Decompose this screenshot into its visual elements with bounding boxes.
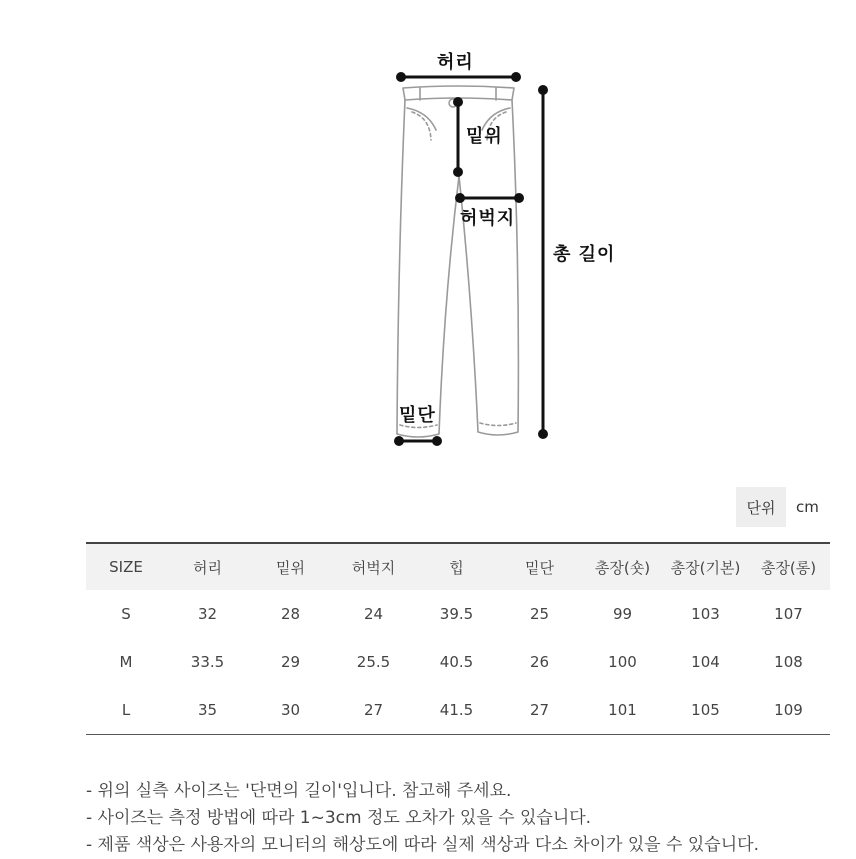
table-cell: 41.5 <box>415 686 498 735</box>
table-cell: 28 <box>280 605 301 623</box>
header-thigh: 허벅지 <box>332 543 415 590</box>
header-hem: 밑단 <box>498 543 581 590</box>
table-cell: 103 <box>691 605 720 623</box>
table-row <box>86 638 830 686</box>
table-cell: 99 <box>612 605 633 623</box>
header-hip: 힙 <box>415 543 498 590</box>
table-cell: 25.5 <box>356 653 391 671</box>
table-cell: 105 <box>664 686 747 735</box>
size-table <box>86 542 830 735</box>
table-cell: M <box>119 653 133 671</box>
table-cell: 26 <box>529 653 550 671</box>
note-line: - 사이즈는 측정 방법에 따라 1~3cm 정도 오차가 있을 수 있습니다. <box>86 808 592 828</box>
rise-label: 밑위 <box>466 126 503 147</box>
table-cell: 27 <box>498 686 581 735</box>
table-header-row <box>86 543 830 590</box>
table-cell: 33.5 <box>190 653 225 671</box>
table-cell: 27 <box>332 686 415 735</box>
table-cell: 109 <box>747 686 830 735</box>
table-cell: 100 <box>608 653 637 671</box>
table-cell: 104 <box>691 653 720 671</box>
header-rise: 밑위 <box>249 543 332 590</box>
table-row <box>86 686 830 735</box>
table-cell: 35 <box>166 686 249 735</box>
table-cell: 107 <box>774 605 803 623</box>
table-cell: 24 <box>363 605 384 623</box>
header-size: SIZE <box>86 543 166 590</box>
waist-label: 허리 <box>437 52 474 73</box>
header-length-long: 총장(롱) <box>747 543 830 590</box>
notes <box>86 778 759 859</box>
table-cell: 39.5 <box>439 605 474 623</box>
table-cell: 32 <box>197 605 218 623</box>
table-cell: 108 <box>774 653 803 671</box>
table-cell: S <box>121 605 131 623</box>
table-cell: 25 <box>529 605 550 623</box>
table-cell: L <box>86 686 166 735</box>
table-row <box>86 590 830 638</box>
header-length-regular: 총장(기본) <box>664 543 747 590</box>
table-cell: 101 <box>581 686 664 735</box>
thigh-label: 허벅지 <box>460 208 516 229</box>
note-line: - 제품 색상은 사용자의 모니터의 해상도에 따라 실제 색상과 다소 차이가 있을 수 있습니다. <box>86 835 759 855</box>
unit-label: 단위 <box>736 487 786 527</box>
hem-label: 밑단 <box>399 405 436 426</box>
table-cell: 30 <box>249 686 332 735</box>
header-waist: 허리 <box>166 543 249 590</box>
note-line: - 위의 실측 사이즈는 '단면의 길이'입니다. 참고해 주세요. <box>86 781 512 801</box>
table-cell: 29 <box>280 653 301 671</box>
unit-value: cm <box>796 498 819 516</box>
total-length-label: 총 길이 <box>553 244 616 265</box>
header-length-short: 총장(숏) <box>581 543 664 590</box>
table-cell: 40.5 <box>439 653 474 671</box>
